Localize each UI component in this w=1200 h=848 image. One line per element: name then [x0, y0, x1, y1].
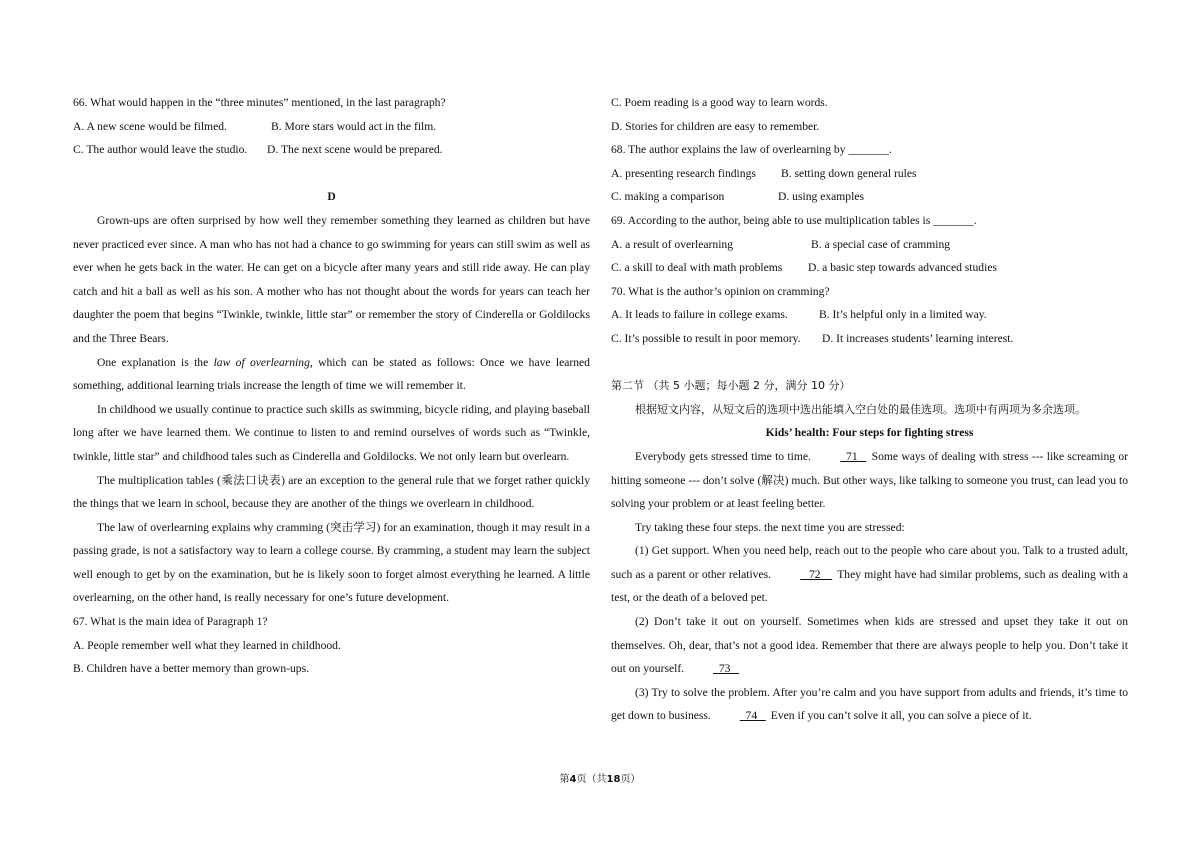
passage-d-heading: D: [327, 190, 336, 204]
blank-71: [814, 445, 868, 469]
cloze-paragraph-3: [611, 539, 1128, 610]
footer-suffix: 页）: [620, 774, 641, 785]
blank-72-number: 72: [808, 567, 821, 581]
cloze-p4-start: (2) Don’t take it out on yourself. Sometimes when kids are stressed and upset they take it out on themselves. Oh, dear, that’s not a good idea. Remember that there are always people to help you. Don’t take it out on yourself.: [611, 615, 1128, 676]
question-67-option-c: C. Poem reading is a good way to learn words.: [611, 96, 828, 109]
left-column: [73, 91, 590, 681]
page-footer: [0, 772, 1200, 788]
question-69-stem: 69. According to the author, being able to use multiplication tables is _______.: [611, 213, 977, 227]
question-70-option-b: B. It’s helpful only in a limited way.: [819, 308, 987, 322]
right-column: [611, 91, 1128, 728]
question-70-options-cd: [611, 327, 1128, 351]
footer-prefix: 第: [559, 774, 570, 785]
passage-d-paragraph-3: In childhood we usually continue to practice such skills as swimming, bicycle riding, and playing baseball long after we have learned them. We continue to listen to and remind ourselves of words such as “Twinkle, twinkle, little star” and childhood tales such as Cinderella and Goldilocks. We not only learn but overlearn.: [73, 402, 590, 463]
cloze-p1-start: Everybody gets stressed time to time.: [635, 449, 811, 463]
blank-73-number: 73: [718, 662, 731, 676]
paragraph-2-italic-term: law of overlearning: [213, 355, 310, 369]
question-66-option-b: B. More stars would act in the film.: [271, 119, 437, 133]
question-66-option-a: A. A new scene would be filmed.: [73, 119, 227, 133]
footer-total-pages: 18: [606, 774, 621, 785]
paragraph-2-text-start: One explanation is the: [97, 355, 214, 369]
passage-d-paragraph-4: The multiplication tables (乘法口诀表) are an exception to the general rule that we forget rather quickly the things that we learn in school, because they are another of the things we overlearn in childhood.: [73, 473, 590, 511]
blank-73: [687, 657, 741, 681]
question-70-stem: 70. What is the author’s opinion on cramming?: [611, 284, 830, 298]
question-69-options-ab: [611, 233, 1128, 257]
question-68-option-b: B. setting down general rules: [781, 166, 917, 180]
question-66-options-cd: [73, 138, 590, 162]
cloze-p1-end: Some ways of dealing with stress --- like screaming or hitting someone --- don’t solve (解决) much. But other ways, like talking to someone you trust, can lead you to solving your problem or at least feeling better.: [611, 449, 1129, 511]
question-69-option-b: B. a special case of cramming: [811, 237, 951, 251]
cloze-p5-start: (3) Try to solve the problem. After you’re calm and you have support from adults and friends, it’s time to get down to business.: [611, 685, 1128, 723]
cloze-p3-start: (1) Get support. When you need help, reach out to the people who care about you. Talk to a trusted adult, such as a parent or other relatives.: [611, 544, 1128, 581]
section-2-header: 第二节 （共 5 小题；每小题 2 分，满分 10 分）: [611, 379, 851, 393]
question-68-option-a: A. presenting research findings: [611, 166, 756, 180]
passage-d-paragraph-2: [73, 351, 590, 398]
cloze-p3-end: They might have had similar problems, such as dealing with a test, or the death of a beloved pet.: [611, 567, 1128, 605]
cloze-paragraph-4: [611, 610, 1128, 681]
passage-d-paragraph-1: Grown-ups are often surprised by how well they remember something they learned as children but have never practiced ever since. A man who has not had a chance to go swimming for years can still swim as well as ever when he gets back in the water. He can get on a bicycle after many years and still ride away. He can play catch and hit a ball as well as his son. A mother who has not thought about the words for years can teach her daughter the poem that begins “Twinkle, twinkle, little star” or remember the story of Cinderella or Goldilocks and the Three Bears.: [73, 213, 590, 345]
question-68-option-d: D. using examples: [778, 190, 864, 204]
question-70-options-ab: [611, 303, 1128, 327]
question-66-options-ab: [73, 115, 590, 139]
question-67-option-d: D. Stories for children are easy to remember.: [611, 119, 820, 133]
question-66-stem: 66. What would happen in the “three minutes” mentioned, in the last paragraph?: [73, 96, 446, 109]
footer-middle: 页（共: [576, 774, 607, 785]
cloze-p5-end: Even if you can’t solve it all, you can solve a piece of it.: [770, 709, 1032, 723]
question-69-option-a: A. a result of overlearning: [611, 237, 734, 251]
cloze-paragraph-2: Try taking these four steps. the next time you are stressed:: [635, 520, 905, 534]
cloze-paragraph-1: [611, 445, 1128, 516]
question-69-option-d: D. a basic step towards advanced studies: [808, 261, 997, 275]
question-70-option-d: D. It increases students’ learning interest.: [822, 331, 1014, 345]
question-68-options-cd: [611, 185, 1128, 209]
question-70-option-a: A. It leads to failure in college exams.: [611, 308, 788, 322]
section-2-instruction: 根据短文内容，从短文后的选项中选出能填入空白处的最佳选项。选项中有两项为多余选项。: [635, 402, 1086, 416]
passage-d-paragraph-5: The law of overlearning explains why cramming (突击学习) for an examination, though it may result in a passing grade, is not a satisfactory way to learn a college course. By cramming, a student may learn the subject well enough to get by on the examination, but he is likely soon to forget almost everything he learned. A little overlearning, on the other hand, is really necessary for one’s future development.: [73, 520, 590, 605]
question-69-options-cd: [611, 256, 1128, 280]
question-68-options-ab: [611, 162, 1128, 186]
question-70-option-c: C. It’s possible to result in poor memory.: [611, 331, 801, 345]
question-67-option-a: A. People remember well what they learned in childhood.: [73, 638, 341, 652]
question-68-option-c: C. making a comparison: [611, 190, 725, 204]
question-68-stem: 68. The author explains the law of overlearning by _______.: [611, 143, 892, 157]
question-66-option-d: D. The next scene would be prepared.: [267, 143, 443, 157]
blank-74-number: 74: [745, 709, 758, 723]
question-69-option-c: C. a skill to deal with math problems: [611, 261, 783, 275]
question-66-option-c: C. The author would leave the studio.: [73, 143, 248, 157]
cloze-paragraph-5: [611, 681, 1128, 728]
question-67-stem: 67. What is the main idea of Paragraph 1?: [73, 615, 268, 629]
footer-page-number: 4: [569, 774, 577, 785]
blank-71-number: 71: [846, 449, 858, 463]
blank-74: [714, 704, 768, 728]
blank-72: [774, 563, 834, 587]
question-67-option-b: B. Children have a better memory than grown-ups.: [73, 662, 310, 676]
cloze-passage-title: Kids’ health: Four steps for fighting stress: [765, 426, 974, 440]
paragraph-2-text-end: , which can be stated as follows: Once we have learned something, additional learning trials increase the length of time we will remember it.: [73, 355, 590, 393]
